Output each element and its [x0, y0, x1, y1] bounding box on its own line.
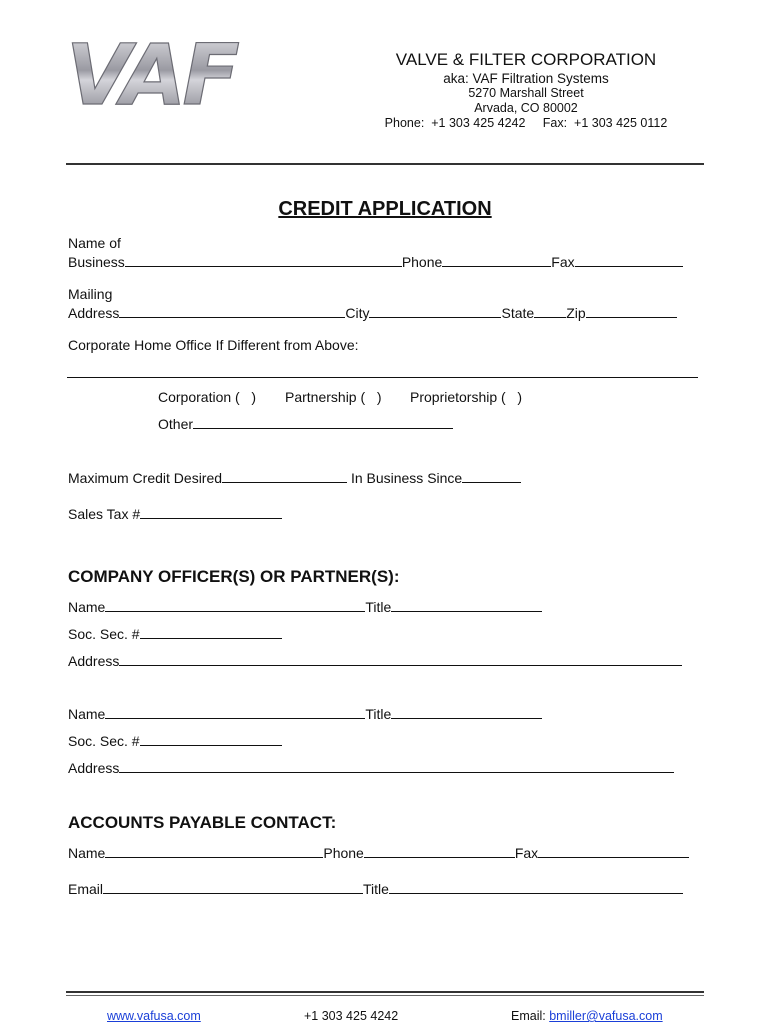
ap-email-row	[68, 880, 683, 897]
officer1-address-label: Address	[68, 653, 120, 669]
zip-field[interactable]	[586, 304, 677, 318]
city-field[interactable]	[369, 304, 501, 318]
city-label: City	[345, 305, 370, 321]
name-of-label: Name of	[68, 235, 121, 251]
other-row	[158, 415, 453, 432]
corp-home-label: Corporate Home Office If Different from Above:	[68, 337, 359, 353]
company-street: 5270 Marshall Street	[468, 86, 584, 100]
ap-name-row	[68, 844, 689, 861]
officer2-name-label: Name	[68, 706, 106, 722]
officer2-address-row	[68, 759, 674, 776]
ap-email-field[interactable]	[103, 880, 363, 894]
sales-tax-field[interactable]	[140, 505, 282, 519]
page-title: CREDIT APPLICATION	[278, 198, 492, 220]
mailing-label: Mailing	[68, 286, 113, 302]
other-label: Other	[158, 416, 194, 432]
officer2-address-label: Address	[68, 760, 120, 776]
officer2-title-field[interactable]	[391, 705, 542, 719]
company-name: VALVE & FILTER CORPORATION	[395, 50, 657, 69]
officer1-address-row	[68, 652, 682, 669]
officer2-name-field[interactable]	[105, 705, 365, 719]
officer2-ssn-label: Soc. Sec. #	[68, 733, 140, 749]
officer2-address-field[interactable]	[119, 759, 674, 773]
ap-name-field[interactable]	[105, 844, 323, 858]
officer1-title-field[interactable]	[391, 598, 542, 612]
corporation-option[interactable]: Corporation ( )	[158, 389, 257, 405]
ap-fax-label: Fax	[514, 845, 539, 861]
header-divider	[66, 163, 704, 165]
officer1-ssn-field[interactable]	[140, 625, 282, 639]
partnership-option[interactable]: Partnership ( )	[285, 389, 382, 405]
state-label: State	[501, 305, 535, 321]
ap-title-label: Title	[363, 881, 389, 897]
ap-title-field[interactable]	[389, 880, 683, 894]
credit-row	[68, 469, 521, 486]
ap-name-label: Name	[68, 845, 106, 861]
officer1-ssn-label: Soc. Sec. #	[68, 626, 140, 642]
footer-website[interactable]	[107, 1009, 201, 1023]
in-business-field[interactable]	[462, 469, 521, 483]
ap-email-label: Email	[68, 881, 104, 897]
company-aka: aka: VAF Filtration Systems	[443, 71, 609, 86]
ap-heading: ACCOUNTS PAYABLE CONTACT:	[68, 813, 337, 832]
officer1-title-label: Title	[365, 599, 392, 615]
website-link[interactable]: www.vafusa.com	[107, 1009, 201, 1023]
company-city-state: Arvada, CO 80002	[474, 101, 578, 115]
ap-phone-field[interactable]	[364, 844, 515, 858]
officer2-name-row	[68, 705, 542, 722]
company-logo	[64, 36, 264, 117]
footer-divider	[66, 991, 704, 993]
phone-field[interactable]	[442, 253, 551, 267]
max-credit-field[interactable]	[222, 469, 347, 483]
fax-field[interactable]	[575, 253, 683, 267]
footer-phone: +1 303 425 4242	[304, 1009, 399, 1023]
sales-tax-row	[68, 505, 282, 522]
sales-tax-label: Sales Tax #	[68, 506, 141, 522]
officer2-ssn-row	[68, 732, 282, 749]
fax-label: Fax	[551, 254, 575, 270]
ap-fax-field[interactable]	[538, 844, 689, 858]
footer-email-label: Email:	[511, 1009, 550, 1023]
address-label: Address	[68, 305, 120, 321]
zip-label: Zip	[566, 305, 586, 321]
officer1-name-label: Name	[68, 599, 106, 615]
officer1-ssn-row	[68, 625, 282, 642]
footer-email	[511, 1009, 663, 1023]
footer-divider-thin	[66, 995, 704, 996]
proprietorship-option[interactable]: Proprietorship ( )	[410, 389, 523, 405]
mailing-row	[68, 304, 677, 321]
svg-text:VAF: VAF	[66, 36, 236, 112]
max-credit-label: Maximum Credit Desired	[68, 470, 223, 486]
address-field[interactable]	[119, 304, 345, 318]
state-field[interactable]	[534, 304, 566, 318]
ap-phone-label: Phone	[323, 845, 364, 861]
business-label: Business	[68, 254, 125, 270]
officer2-ssn-field[interactable]	[140, 732, 282, 746]
phone-label: Phone	[401, 254, 443, 270]
corp-home-field[interactable]	[67, 377, 698, 378]
company-phone-fax: Phone: +1 303 425 4242 Fax: +1 303 425 0112	[384, 116, 668, 130]
officer2-title-label: Title	[365, 706, 392, 722]
officer1-name-row	[68, 598, 542, 615]
business-row	[68, 253, 683, 270]
officers-heading: COMPANY OFFICER(S) OR PARTNER(S):	[68, 567, 400, 586]
other-field[interactable]	[193, 415, 453, 429]
in-business-label: In Business Since	[350, 470, 463, 486]
email-link[interactable]: bmiller@vafusa.com	[549, 1009, 663, 1023]
officer1-address-field[interactable]	[119, 652, 682, 666]
business-field[interactable]	[125, 253, 402, 267]
officer1-name-field[interactable]	[105, 598, 365, 612]
